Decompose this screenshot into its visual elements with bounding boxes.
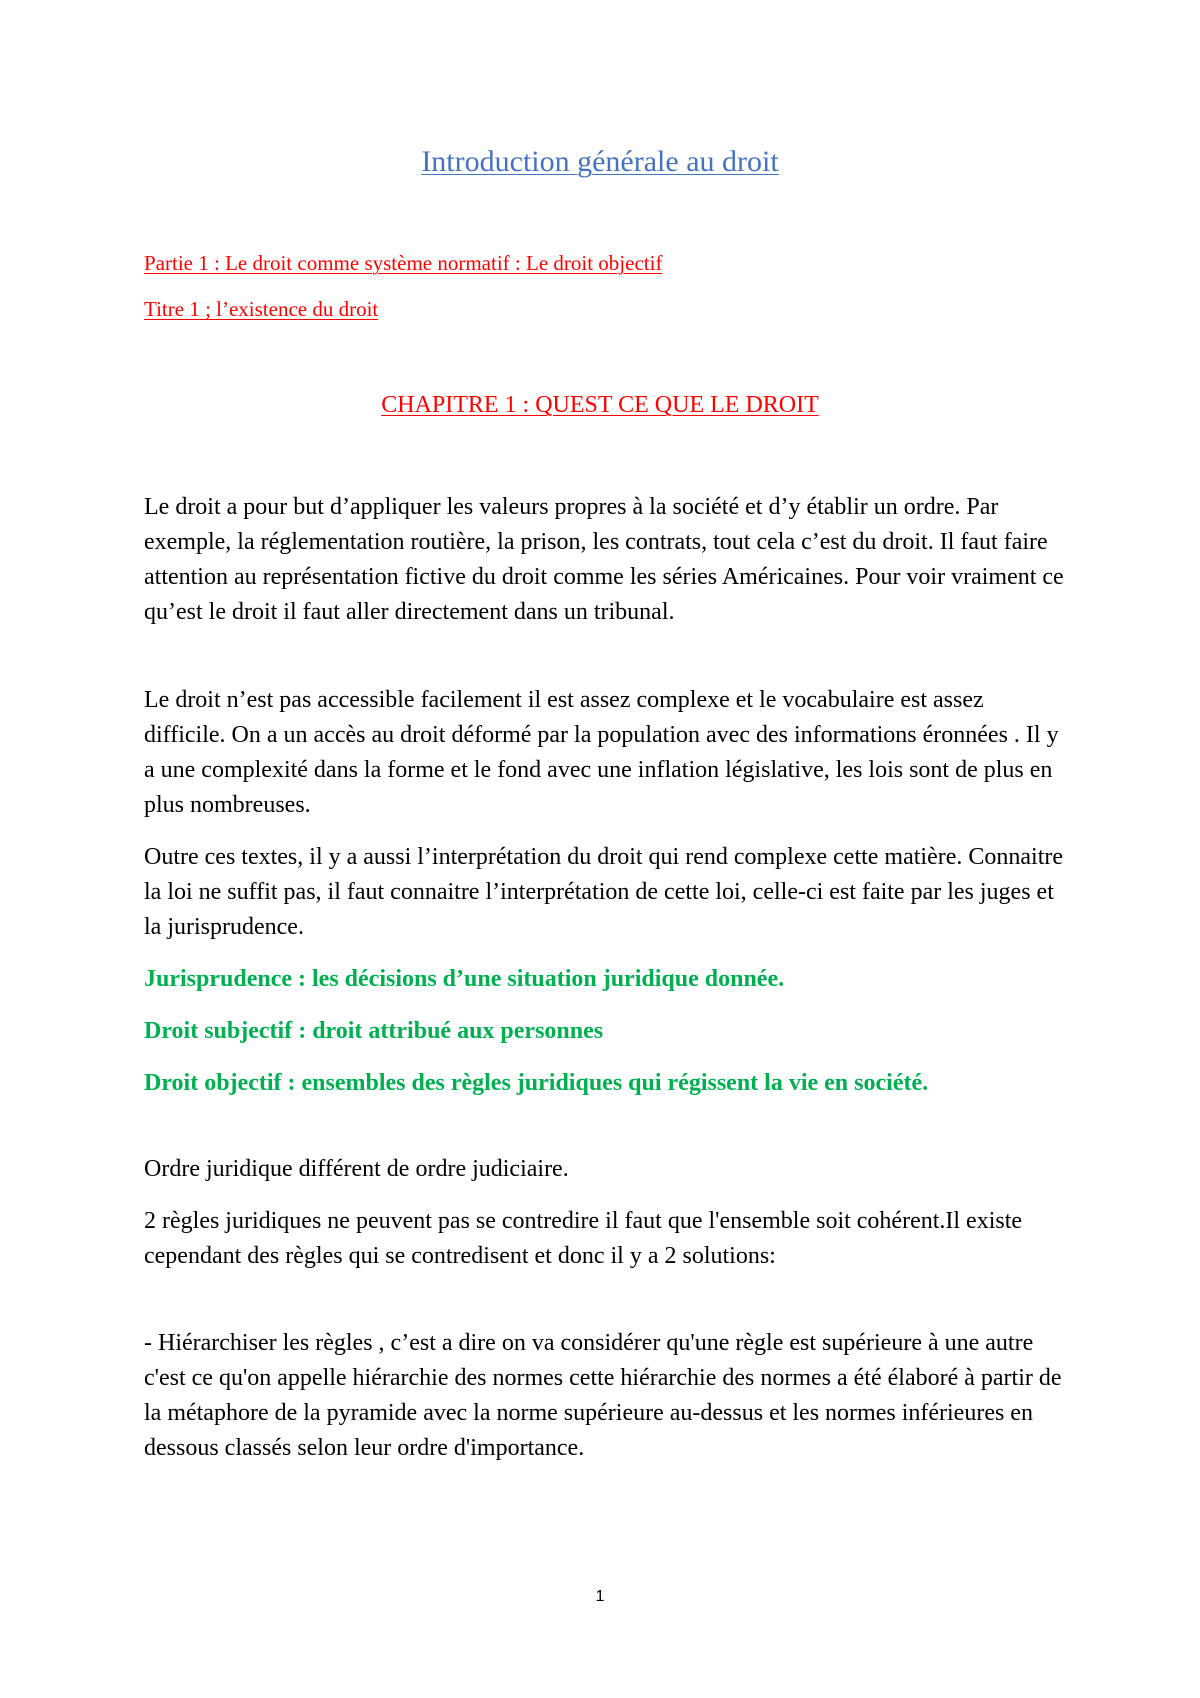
body-paragraph-3: Outre ces textes, il y a aussi l’interprétation du droit qui rend complexe cette matière. Connaitre la loi ne suffit pas, il faut connaitre l’interprétation de cette loi, celle-ci est faite par les juges et la jurisprudence. — [144, 844, 1064, 940]
body-paragraph-5: 2 règles juridiques ne peuvent pas se contredire il faut que l'ensemble soit cohérent.Il existe cependant des règles qui se contredisent et donc il y a 2 solutions: — [144, 1208, 1023, 1269]
body-paragraph-1: Le droit a pour but d’appliquer les valeurs propres à la société et d’y établir un ordre. Par exemple, la réglementation routière, la prison, les contrats, tout cela c’est du droit. Il faut faire attention au représentation fictive du droit comme les séries Américaines. Pour voir vraiment ce qu’est le droit il faut aller directement dans un tribunal. — [144, 494, 1064, 625]
body-paragraph-2: Le droit n’est pas accessible facilement il est assez complexe et le vocabulaire est assez difficile. On a un accès au droit déformé par la population avec des informations éronnées . Il y a une complexité dans la forme et le fond avec une inflation législative, les lois sont de plus en plus nombreuses. — [144, 687, 1059, 818]
document-title: Introduction générale au droit — [421, 145, 779, 178]
page-number: 1 — [595, 1588, 605, 1605]
definition-droit-objectif: Droit objectif : ensembles des règles juridiques qui régissent la vie en société. — [144, 1070, 929, 1096]
definition-jurisprudence: Jurisprudence : les décisions d’une situation juridique donnée. — [144, 966, 785, 992]
titre-heading: Titre 1 ; l’existence du droit — [144, 297, 379, 321]
partie-heading: Partie 1 : Le droit comme système normatif : Le droit objectif — [144, 251, 663, 275]
definition-droit-subjectif: Droit subjectif : droit attribué aux personnes — [144, 1018, 604, 1044]
body-paragraph-6: - Hiérarchiser les règles , c’est a dire on va considérer qu'une règle est supérieure à une autre c'est ce qu'on appelle hiérarchie des normes cette hiérarchie des normes a été élaboré à partir de la métaphore de la pyramide avec la norme supérieure au-dessus et les normes inférieures en dessous classés selon leur ordre d'importance. — [144, 1330, 1062, 1461]
body-paragraph-4: Ordre juridique différent de ordre judiciaire. — [144, 1156, 569, 1182]
chapter-heading: CHAPITRE 1 : QUEST CE QUE LE DROIT — [381, 392, 819, 418]
